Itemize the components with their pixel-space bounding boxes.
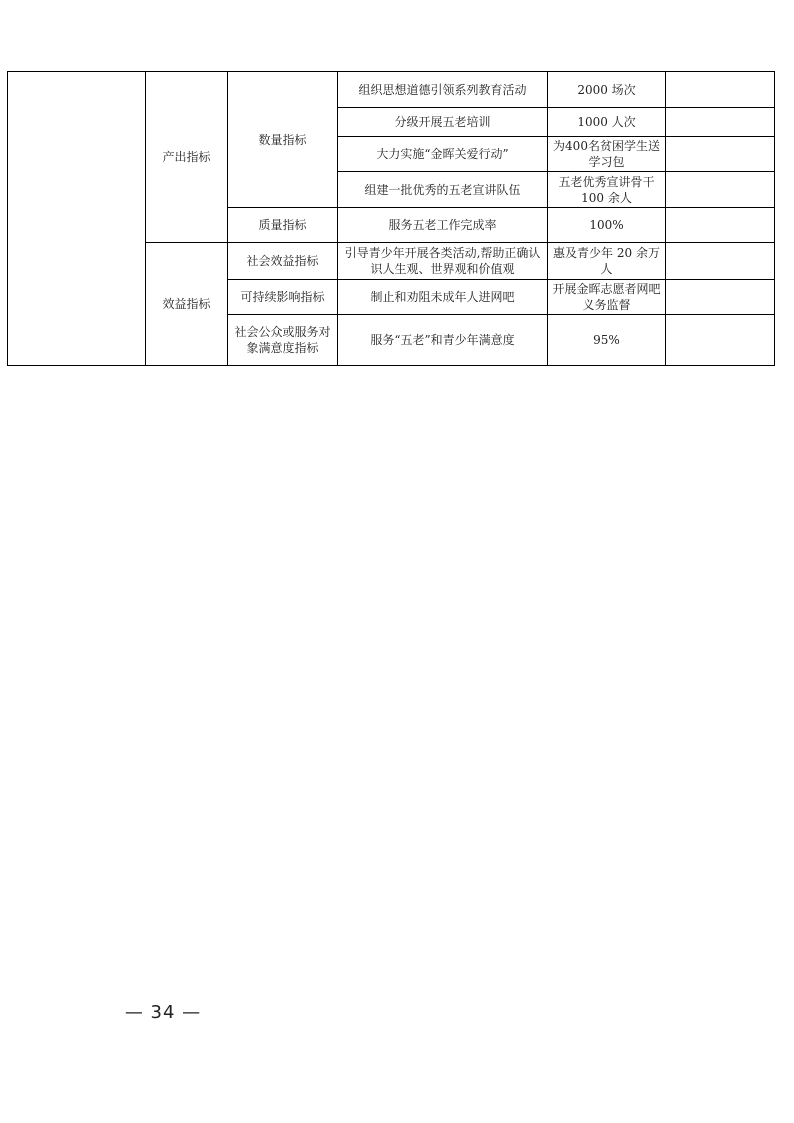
extra-cell [666,208,775,243]
indicator-cell: 制止和劝阻未成年人进网吧 [338,280,548,315]
indicator-cell: 组织思想道德引领系列教育活动 [338,72,548,108]
level2-quality-cell: 质量指标 [228,208,338,243]
extra-cell [666,280,775,315]
value-cell: 为400名贫困学生送学习包 [548,137,666,172]
extra-cell [666,243,775,280]
indicator-cell: 大力实施“金晖关爱行动” [338,137,548,172]
performance-indicator-table [7,71,775,366]
level2-social-cell: 社会效益指标 [228,243,338,280]
extra-cell [666,137,775,172]
value-cell: 95% [548,315,666,366]
value-cell: 2000 场次 [548,72,666,108]
first-level-empty-cell [8,72,146,366]
indicator-cell: 服务“五老”和青少年满意度 [338,315,548,366]
value-cell: 五老优秀宣讲骨干 100 余人 [548,172,666,208]
level2-quantity-cell: 数量指标 [228,72,338,208]
value-cell: 1000 人次 [548,108,666,137]
level1-benefit-cell: 效益指标 [146,243,228,366]
level2-sustainable-cell: 可持续影响指标 [228,280,338,315]
value-cell: 开展金晖志愿者网吧义务监督 [548,280,666,315]
level2-satisfaction-cell: 社会公众或服务对象满意度指标 [228,315,338,366]
indicator-cell: 引导青少年开展各类活动,帮助正确认识人生观、世界观和价值观 [338,243,548,280]
indicator-cell: 服务五老工作完成率 [338,208,548,243]
table-row [8,72,775,108]
extra-cell [666,108,775,137]
level1-output-cell: 产出指标 [146,72,228,243]
extra-cell [666,72,775,108]
value-cell: 惠及青少年 20 余万人 [548,243,666,280]
value-cell: 100% [548,208,666,243]
indicator-cell: 组建一批优秀的五老宣讲队伍 [338,172,548,208]
extra-cell [666,315,775,366]
page-number: — 34 — [124,1002,202,1023]
indicator-cell: 分级开展五老培训 [338,108,548,137]
extra-cell [666,172,775,208]
